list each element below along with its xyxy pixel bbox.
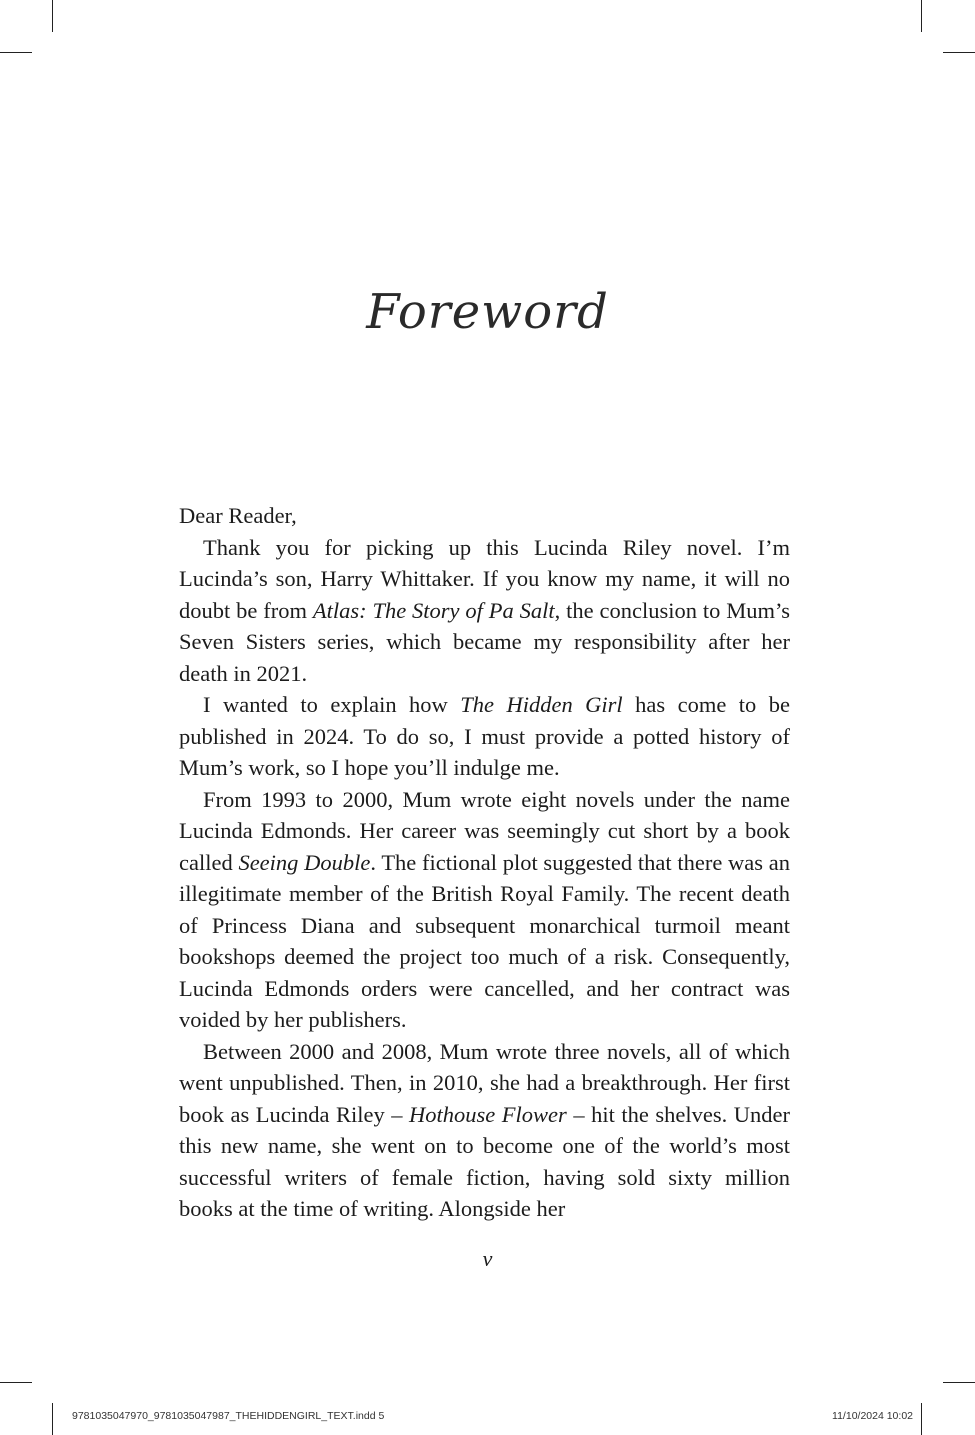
paragraph-4-text-b: – hit the shelves. Under this new name, she went on to become one of the world’s most successful writers of female fiction, having sold sixty million books at the time of writing. Alongside her (179, 1101, 790, 1221)
paragraph-4-text-a: Between 2000 and 2008, Mum wrote three novels, all of which went unpublished. Then, in 2010, she had a breakthrough. Her first book as Lucinda Riley – (179, 1038, 790, 1127)
paragraph-2-text-b: has come to be published in 2024. To do so, I must provide a potted history of Mum’s work, so I hope you’ll indulge me. (179, 692, 790, 780)
crop-mark-top-right-h (943, 52, 975, 53)
crop-mark-top-right (921, 0, 922, 32)
crop-mark-top-left (52, 0, 53, 32)
paragraph-2-text-a: I wanted to explain how (203, 692, 461, 717)
paragraph-3 (179, 784, 790, 1036)
paragraph-2 (179, 689, 790, 784)
slug-timestamp: 11/10/2024 10:02 (832, 1410, 913, 1422)
paragraph-3-text-b: . The fictional plot suggested that there was an illegitimate member of the British Royal Family. The recent death of Princess Diana and subsequent monarchical turmoil meant bookshops deemed the project too much of a risk. Consequently, Lucinda Edmonds orders were cancelled, and her contract was voided by her publishers. (179, 849, 790, 1032)
paragraph-3-text-a: From 1993 to 2000, Mum wrote eight novels under the name Lucinda Edmonds. Her career was seemingly cut short by a book called (179, 786, 790, 875)
crop-mark-top-left-h (0, 52, 32, 53)
paragraph-4 (179, 1036, 790, 1225)
crop-mark-bottom-left (52, 1403, 53, 1435)
salutation: Dear Reader, (179, 503, 297, 528)
slug-filename: 9781035047970_9781035047987_THEHIDDENGIRL_TEXT.indd 5 (72, 1410, 385, 1422)
crop-mark-bottom-right (921, 1403, 922, 1435)
paragraph-1-text-b: , the conclusion to Mum’s Seven Sisters series, which became my responsibility after her death in 2021. (179, 597, 790, 686)
book-title-atlas: Atlas: The Story of Pa Salt (312, 597, 555, 623)
crop-mark-bottom-right-h (943, 1382, 975, 1383)
body-text (179, 500, 790, 1225)
book-title-hothouse-flower: Hothouse Flower (409, 1101, 567, 1127)
paragraph-1 (179, 532, 790, 690)
book-title-seeing-double: Seeing Double (238, 849, 371, 875)
page-number: v (482, 1246, 493, 1271)
book-title-hidden-girl: The Hidden Girl (460, 692, 623, 717)
paragraph-1-text-a: Thank you for picking up this Lucinda Riley novel. I’m Lucinda’s son, Harry Whittaker. If you know my name, it will no doubt be from (179, 534, 790, 623)
chapter-heading: Foreword (366, 284, 609, 340)
crop-mark-bottom-left-h (0, 1382, 32, 1383)
